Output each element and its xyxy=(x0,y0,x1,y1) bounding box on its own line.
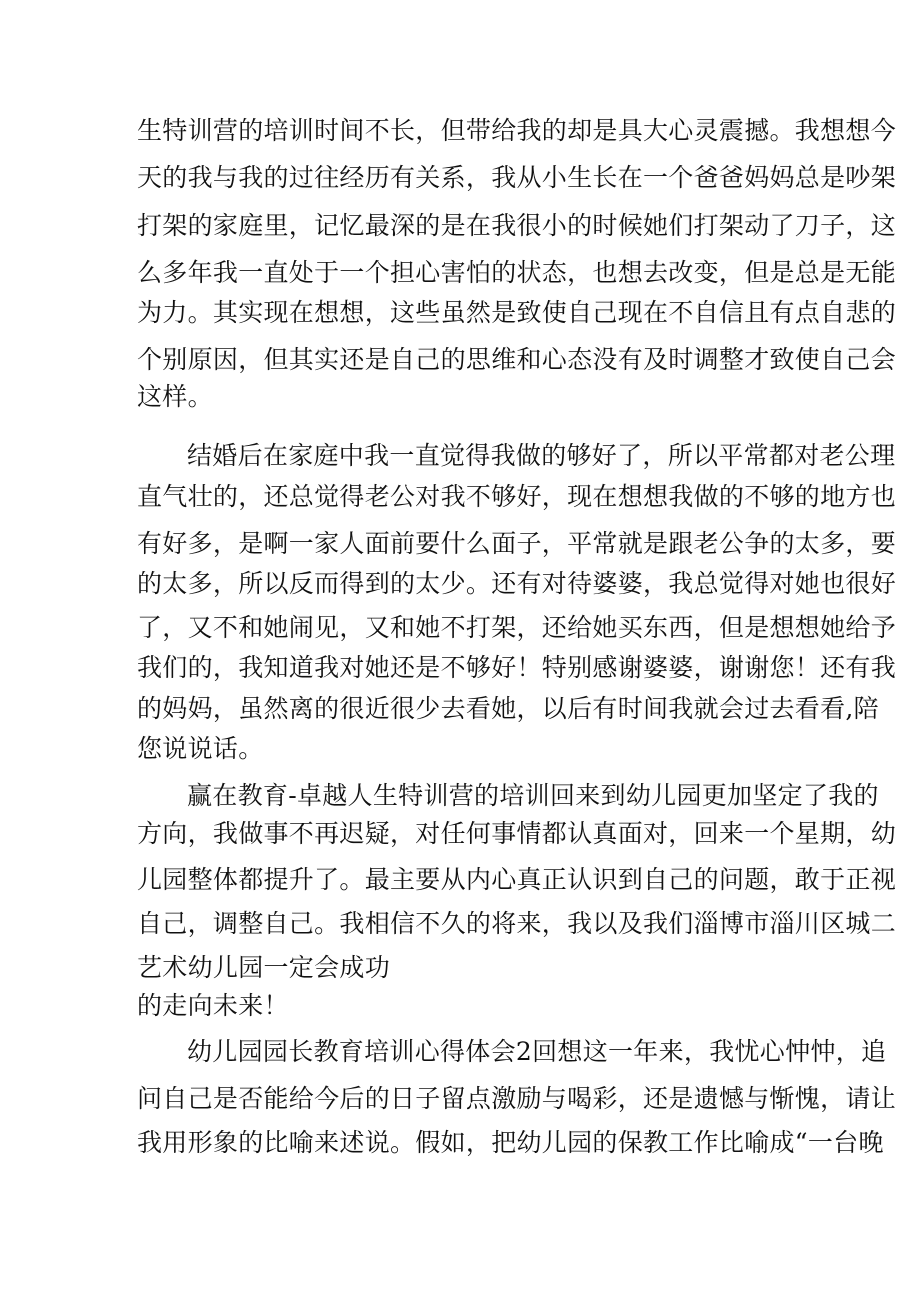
text-line: 的太多，所以反而得到的太少。还有对待婆婆，我总觉得对她也很好 xyxy=(137,569,897,598)
text-line: 为力。其实现在想想，这些虽然是致使自己现在不自信且有点自悲的 xyxy=(137,298,897,327)
text-line: 打架的家庭里，记忆最深的是在我很小的时候她们打架动了刀子，这 xyxy=(137,211,897,240)
text-line: 方向，我做事不再迟疑，对任何事情都认真面对，回来一个星期，幼 xyxy=(137,819,897,848)
text-line: 的妈妈，虽然离的很近很少去看她，以后有时间我就会过去看看,陪 xyxy=(137,694,879,723)
text-line: 结婚后在家庭中我一直觉得我做的够好了，所以平常都对老公理 xyxy=(187,441,896,470)
text-line: 儿园整体都提升了。最主要从内心真正认识到自己的问题，敢于正视 xyxy=(137,865,897,894)
text-line: 的走向未来！ xyxy=(137,991,289,1020)
text-line: 了，又不和她闹见，又和她不打架，还给她买东西，但是想想她给予 xyxy=(137,613,897,642)
text-line: 个别原因，但其实还是自己的思维和心态没有及时调整才致使自己会 xyxy=(137,345,897,374)
text-line: 我用形象的比喻来述说。假如，把幼儿园的保教工作比喻成“一台晚 xyxy=(137,1128,884,1157)
text-line: 天的我与我的过往经历有关系，我从小生长在一个爸爸妈妈总是吵架 xyxy=(137,163,897,192)
text-line: 艺术幼儿园一定会成功 xyxy=(137,953,391,982)
text-line: 问自己是否能给今后的日子留点激励与喝彩，还是遗憾与惭愧，请让 xyxy=(137,1084,897,1113)
text-line: 我们的，我知道我对她还是不够好！特别感谢婆婆，谢谢您！还有我 xyxy=(137,653,897,682)
text-line: 赢在教育-卓越人生特训营的培训回来到幼儿园更加坚定了我的 xyxy=(187,781,879,810)
text-line: 幼儿园园长教育培训心得体会2回想这一年来，我忧心忡忡，追 xyxy=(187,1037,887,1066)
text-line: 么多年我一直处于一个担心害怕的状态，也想去改变，但是总是无能 xyxy=(137,258,897,287)
text-line: 生特训营的培训时间不长，但带给我的却是具大心灵震撼。我想想今 xyxy=(137,116,897,145)
text-line: 直气壮的，还总觉得老公对我不够好，现在想想我做的不够的地方也 xyxy=(137,482,897,511)
text-line: 这样。 xyxy=(137,382,213,411)
text-line: 自己，调整自己。我相信不久的将来，我以及我们淄博市淄川区城二 xyxy=(137,909,897,938)
text-line: 您说说话。 xyxy=(137,734,264,763)
text-line: 有好多，是啊一家人面前要什么面子，平常就是跟老公争的太多，要 xyxy=(137,529,897,558)
